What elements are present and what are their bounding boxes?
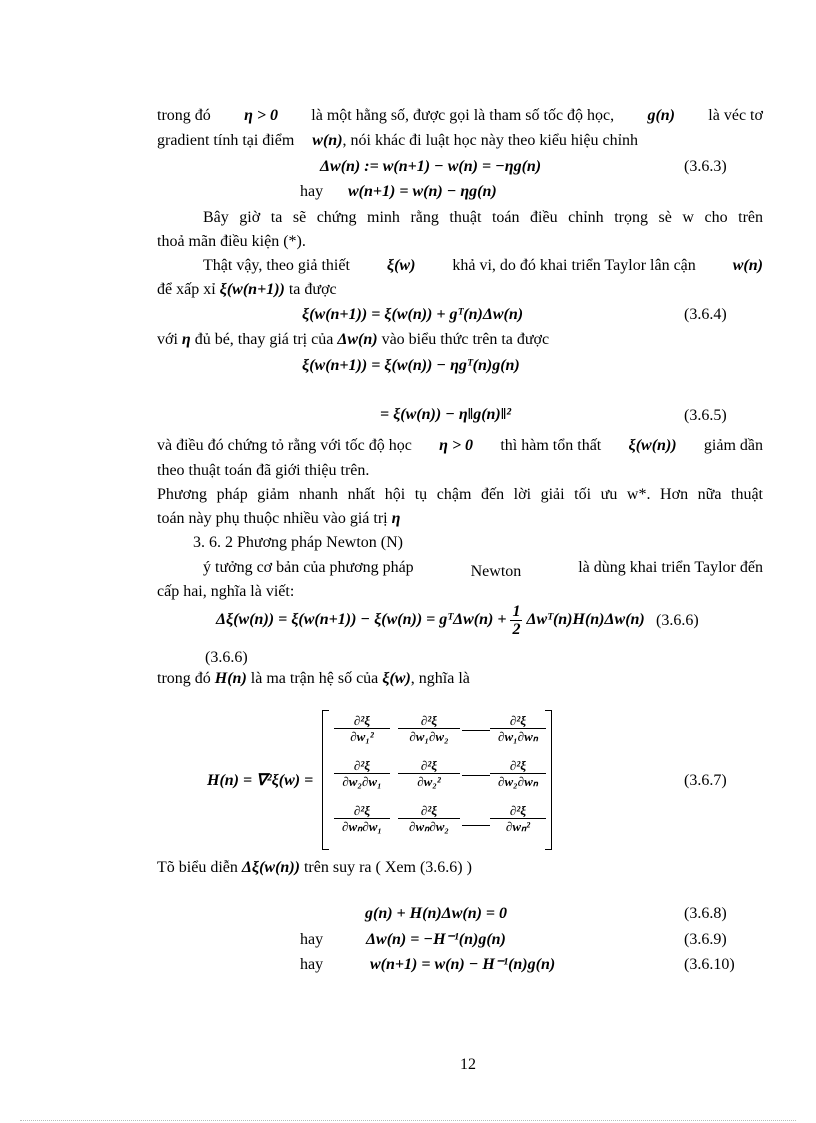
- matrix-cell: ∂²ξ ∂w₂∂wₙ: [490, 758, 546, 789]
- text-fragment: với: [157, 331, 178, 348]
- text-fragment: giảm dần: [703, 437, 763, 454]
- text-line: [157, 131, 638, 151]
- math-eta: η > 0: [439, 437, 474, 454]
- fraction-numerator: 1: [512, 602, 521, 620]
- text-fragment: đủ bé, thay giá trị của: [194, 331, 334, 348]
- text-fragment: là ma trận hệ số của: [250, 670, 379, 687]
- text-fragment: Newton: [470, 563, 522, 580]
- hay-label: hay: [300, 931, 324, 948]
- hessian-matrix: [322, 710, 552, 850]
- text-line: theo thuật toán đã giới thiệu trên.: [157, 462, 370, 479]
- equation: ξ(w(n+1)) = ξ(w(n)) − ηgᵀ(n)g(n): [302, 357, 520, 374]
- text-fragment: ý tưởng cơ bản của phương pháp: [203, 559, 414, 576]
- fraction: [510, 603, 522, 638]
- text-line: [157, 106, 763, 126]
- equation: Δw(n) := w(n+1) − w(n) = −ηg(n): [320, 158, 542, 175]
- text-fragment: thì hàm tổn thất: [500, 437, 602, 454]
- text-line: [157, 436, 763, 456]
- equation-number: (3.6.9): [684, 931, 727, 948]
- text-fragment: trong đó: [157, 107, 211, 124]
- text-fragment: là dùng khai triển Taylor đến: [578, 559, 763, 576]
- matrix-bracket-right: [545, 710, 552, 850]
- equation-lhs: H(n) = ∇²ξ(w) =: [207, 772, 314, 789]
- text-line: [157, 669, 470, 689]
- text-line: Phương pháp giảm nhanh nhất hội tụ chậm đến lời giải tối ưu w*. Hơn nữa thuật: [157, 486, 763, 503]
- math-w: w(n): [732, 257, 763, 274]
- text-fragment: vào biểu thức trên ta được: [381, 331, 550, 348]
- math-dxi: Δξ(w(n)): [241, 859, 300, 876]
- equation: g(n) + H(n)Δw(n) = 0: [365, 905, 508, 922]
- text-fragment: toán này phụ thuộc nhiều vào giá trị: [157, 510, 388, 527]
- equation-number: (3.6.5): [684, 407, 727, 424]
- matrix-cell: ∂²ξ ∂wₙ²: [490, 803, 546, 834]
- math-xi: ξ(w): [382, 670, 411, 687]
- page-number: 12: [460, 1056, 476, 1073]
- matrix-bracket-left: [322, 710, 329, 850]
- text-line: [157, 509, 400, 529]
- math-xi: ξ(w(n)): [628, 437, 677, 454]
- equation-number-repeat: (3.6.6): [205, 649, 248, 666]
- equation-number: (3.6.10): [684, 956, 735, 973]
- equation: = ξ(w(n)) − η‖g(n)‖²: [380, 406, 512, 423]
- text-fragment: ta được: [288, 281, 337, 298]
- math-xi: ξ(w): [386, 257, 416, 274]
- ellipsis-dash: [462, 825, 490, 826]
- matrix-cell: ∂²ξ ∂w₁∂wₙ: [490, 713, 546, 744]
- equation: Δw(n) = −H⁻¹(n)g(n): [366, 931, 506, 948]
- text-fragment: và điều đó chứng tỏ rằng với tốc độ học: [157, 437, 412, 454]
- fraction-denominator: 2: [512, 620, 521, 638]
- text-fragment: Thật vậy, theo giả thiết: [203, 257, 350, 274]
- text-fragment: trong đó: [157, 670, 211, 687]
- equation-number: (3.6.7): [684, 772, 727, 789]
- equation-part: Δξ(w(n)) = ξ(w(n+1)) − ξ(w(n)) = gᵀΔw(n) +: [216, 611, 507, 628]
- equation-number: (3.6.8): [684, 905, 727, 922]
- text-line: cấp hai, nghĩa là viết:: [157, 583, 295, 600]
- hay-label: hay: [300, 183, 324, 200]
- text-fragment: Tõ biểu diễn: [157, 859, 238, 876]
- text-line: [157, 858, 472, 878]
- text-fragment: , nghĩa là: [410, 670, 470, 687]
- text-line: [157, 280, 337, 300]
- text-fragment: gradient tính tại điểm: [157, 132, 295, 149]
- ellipsis-dash: [462, 775, 490, 776]
- math-eta: η: [181, 331, 191, 348]
- hay-label: hay: [300, 956, 324, 973]
- text-fragment: trên suy ra ( Xem (3.6.6) ): [303, 859, 472, 876]
- text-line: thoả mãn điều kiện (*).: [157, 233, 306, 250]
- math-w: w(n): [312, 132, 343, 149]
- math-g: g(n): [647, 107, 675, 124]
- math-xi: ξ(w(n+1)): [219, 281, 285, 298]
- equation-number: (3.6.3): [684, 158, 727, 175]
- matrix-cell: ∂²ξ ∂w₁²: [334, 713, 390, 744]
- page-edge-divider: [20, 1120, 796, 1121]
- equation: ξ(w(n+1)) = ξ(w(n)) + gᵀ(n)Δw(n): [302, 306, 524, 323]
- text-line: [157, 330, 549, 350]
- math-dw: Δw(n): [337, 331, 378, 348]
- equation-number: (3.6.6): [656, 612, 699, 629]
- matrix-cell: ∂²ξ ∂w₂²: [398, 758, 460, 789]
- equation-number: (3.6.4): [684, 306, 727, 323]
- matrix-cell: ∂²ξ ∂w₁∂w₂: [398, 713, 460, 744]
- section-heading: 3. 6. 2 Phương pháp Newton (N): [193, 534, 403, 551]
- matrix-cell: ∂²ξ ∂wₙ∂w₂: [398, 803, 460, 834]
- equation: w(n+1) = w(n) − ηg(n): [348, 183, 497, 200]
- math-eta: η > 0: [244, 107, 278, 124]
- equation: [216, 600, 645, 640]
- text-line: Bây giờ ta sẽ chứng minh rằng thuật toán điều chỉnh trọng sè w cho trên: [203, 209, 763, 226]
- ellipsis-dash: [462, 730, 490, 731]
- text-fragment: là véc tơ: [708, 107, 763, 124]
- math-eta: η: [391, 510, 401, 527]
- text-line: [203, 558, 763, 578]
- matrix-cell: ∂²ξ ∂wₙ∂w₁: [334, 803, 390, 834]
- matrix-cell: ∂²ξ ∂w₂∂w₁: [334, 758, 390, 789]
- text-line: [203, 256, 763, 276]
- text-fragment: khả vi, do đó khai triển Taylor lân cận: [452, 257, 696, 274]
- equation-part: Δwᵀ(n)H(n)Δw(n): [526, 611, 645, 628]
- text-fragment: để xấp xỉ: [157, 281, 216, 298]
- text-fragment: , nói khác đi luật học này theo kiểu hiệu chỉnh: [342, 132, 639, 149]
- math-h: H(n): [214, 670, 247, 687]
- text-fragment: là một hằng số, được gọi là tham số tốc độ học,: [311, 107, 615, 124]
- equation: w(n+1) = w(n) − H⁻¹(n)g(n): [370, 956, 556, 973]
